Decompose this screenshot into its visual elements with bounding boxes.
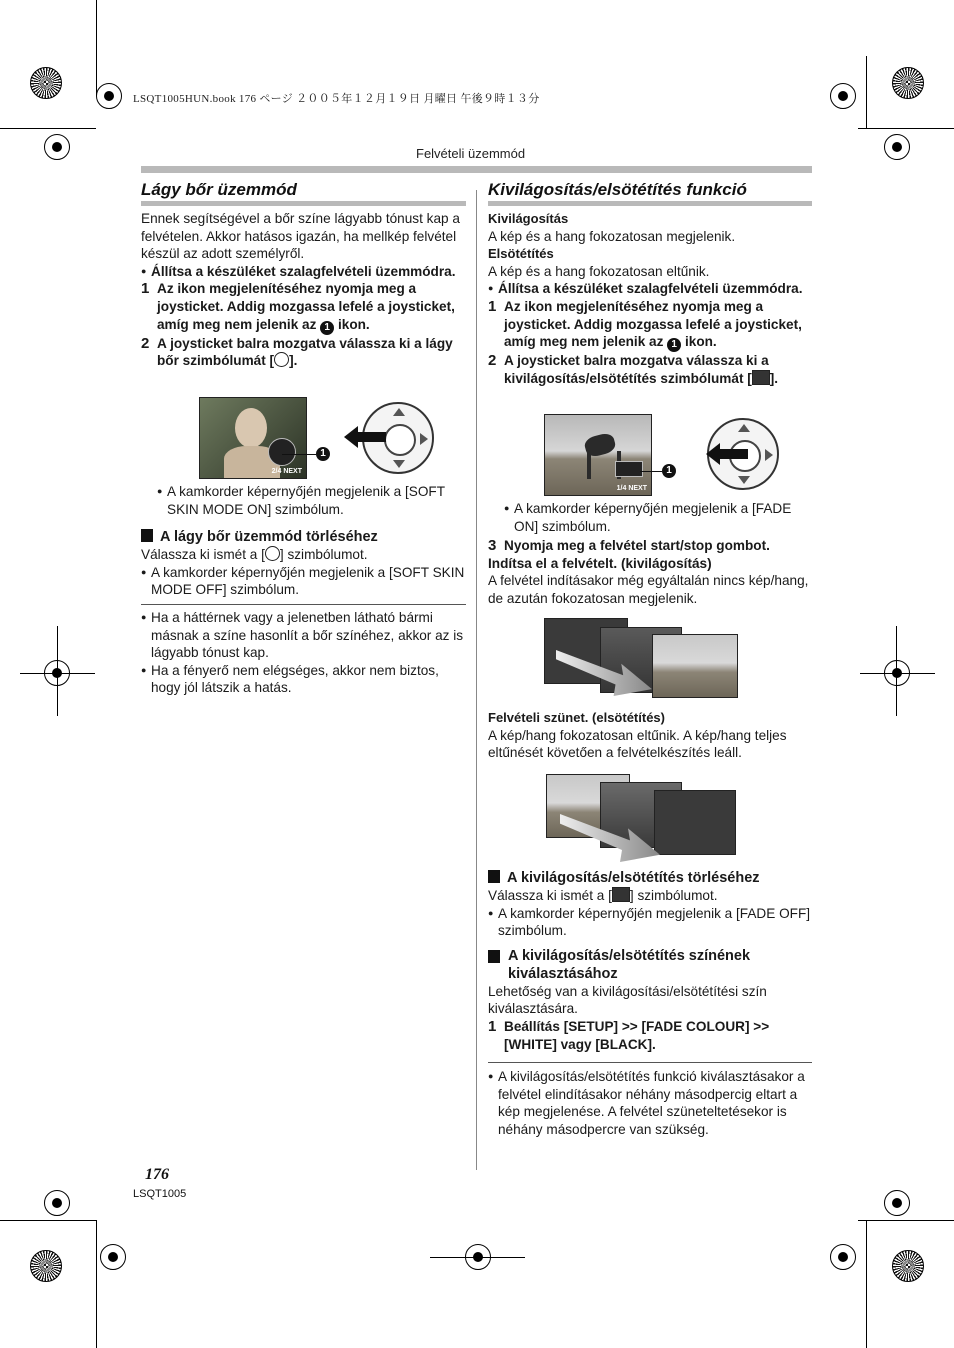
joystick-up-arrow-icon [393, 408, 405, 416]
fade-out-frame-dark [654, 790, 736, 855]
square-bullet-icon [488, 950, 500, 963]
left-tip-1: ● Ha a háttérnek vagy a jelenetben látható bármi másnak a színe hasonlít a bőr színéhez, akkor az is lágyabb tónust kap. [141, 609, 466, 662]
right-step-3-sub: Indítsa el a felvételt. (kivilágosítás) [488, 555, 712, 571]
step-number: 1 [488, 297, 497, 315]
fade-in-label: Kivilágosítás [488, 211, 569, 226]
right-cancel-text: Válassza ki ismét a [ ] szimbólumot. [488, 888, 718, 903]
right-colour-heading: A kivilágosítás/elsötétítés színének kiválasztásához [488, 947, 814, 983]
header-rule [141, 166, 812, 173]
joystick-up-arrow-icon [738, 424, 750, 432]
column-divider [476, 190, 477, 1170]
soft-skin-screen-photo [199, 397, 307, 479]
left-notes-rule [141, 604, 466, 605]
fade-out-label: Elsötétítés [488, 246, 554, 262]
screen-page-label: 2/4 NEXT [271, 468, 302, 475]
left-cancel-bullet: ● A kamkorder képernyőjén megjelenik a [SOFT SKIN MODE OFF] szimbólum. [141, 564, 466, 599]
fade-in-frame-bright [652, 634, 738, 698]
step-number: 3 [488, 537, 497, 555]
registration-mark [830, 1244, 856, 1270]
left-section-title: Lágy bőr üzemmód [141, 180, 297, 199]
right-body [488, 210, 814, 387]
step-number: 2 [141, 334, 150, 352]
registration-mark [830, 83, 856, 109]
square-bullet-icon [488, 870, 500, 883]
push-left-arrowhead-icon [344, 426, 358, 448]
registration-mark [96, 83, 122, 109]
callout-leader [640, 471, 662, 472]
joystick-down-arrow-icon [393, 460, 405, 468]
joystick-right-arrow-icon [420, 433, 428, 445]
right-lower-body [488, 869, 814, 1053]
left-lower-body [141, 483, 466, 599]
pause-text: A kép/hang fokozatosan eltűnik. A kép/hang teljes eltűnését követően a felvételkészítés leáll. [488, 727, 787, 761]
number-one-icon: 1 [320, 321, 334, 335]
callout-1: 1 [662, 464, 676, 478]
joystick-down-arrow-icon [738, 476, 750, 484]
registration-rosette-bottom-right [892, 1250, 924, 1282]
section-header: Felvételi üzemmód [416, 146, 526, 161]
model-code: LSQT1005 [133, 1188, 187, 1200]
right-screen-note: ● A kamkorder képernyőjén megjelenik a [FADE ON] szimbólum. [504, 500, 814, 535]
registration-rosette-top-right [892, 67, 924, 99]
right-colour-text: Lehetőség van a kivilágosítási/elsötétítési szín kiválasztására. [488, 983, 767, 1017]
callout-leader [282, 454, 316, 455]
step-number: 1 [141, 280, 150, 298]
right-pause-block [488, 709, 814, 762]
soft-skin-menu-icon [268, 438, 296, 466]
right-notes [488, 1068, 814, 1138]
right-step-3-text: A felvétel indításakor még egyáltalán nincs kép/hang, de azután fokozatosan megjelenik. [488, 573, 809, 606]
left-body [141, 210, 466, 370]
callout-1: 1 [316, 447, 330, 461]
right-colour-step-1: 1 Beállítás [SETUP] >> [FADE COLOUR] >> [WHITE] vagy [BLACK]. [488, 1017, 770, 1052]
left-cancel-text: Válassza ki ismét a [ ] szimbólumot. [141, 547, 368, 563]
right-section-title: Kivilágosítás/elsötétítés funkció [488, 180, 747, 199]
registration-mark [884, 1190, 910, 1216]
left-tip-2: ● Ha a fényerő nem elégséges, akkor nem biztos, hogy jól látszik a hatás. [141, 662, 466, 697]
fade-in-text: A kép és a hang fokozatosan megjelenik. [488, 228, 736, 244]
fade-out-text: A kép és a hang fokozatosan eltűnik. [488, 263, 710, 279]
right-cancel-heading: A kivilágosítás/elsötétítés törléséhez [488, 869, 814, 887]
registration-rosette-top-left [30, 67, 62, 99]
screen-page-label: 1/4 NEXT [616, 485, 647, 492]
fade-icon [752, 370, 770, 385]
right-bullet-tape-mode: ● Állítsa a készüléket szalagfelvételi üzemmódra. [488, 280, 814, 298]
left-step-2: 2 A joysticket balra mozgatva válassza ki a lágy bőr szimbólumát [ ]. [141, 334, 453, 369]
print-info-line: LSQT1005HUN.book 176 ページ ２００５年１２月１９日 月曜日 午後９時１３分 [133, 93, 540, 105]
joystick-center [384, 424, 416, 456]
left-title-rule [141, 201, 466, 206]
registration-rosette-bottom-left [30, 1250, 62, 1282]
fade-menu-icon [615, 461, 643, 477]
step-number: 2 [488, 352, 497, 370]
left-cancel-heading: A lágy bőr üzemmód törléséhez [141, 528, 466, 546]
soft-skin-icon [274, 352, 289, 367]
registration-mark [100, 1244, 126, 1270]
fade-screen-photo [544, 414, 652, 496]
right-notes-rule [488, 1062, 812, 1063]
page-number: 176 [145, 1166, 169, 1183]
registration-mark [44, 1190, 70, 1216]
soft-skin-icon [265, 546, 280, 561]
square-bullet-icon [141, 529, 153, 542]
right-step-3: 3 Nyomja meg a felvétel start/stop gombot. [488, 537, 770, 555]
push-left-arrow-icon [718, 449, 748, 459]
registration-mark [44, 134, 70, 160]
registration-mark [884, 134, 910, 160]
right-step-2: 2 A joysticket balra mozgatva válassza ki a kivilágosítás/elsötétítés szimbólumát [ ]. [488, 352, 779, 386]
fade-icon [612, 887, 630, 902]
pause-label: Felvételi szünet. (elsötétítés) [488, 710, 665, 725]
right-title-rule [488, 201, 812, 206]
left-step-1: 1 Az ikon megjelenítéséhez nyomja meg a joysticket. Addig mozgassa lefelé a joysticket, amíg meg nem jelenik az 1 ikon. [141, 280, 455, 333]
push-left-arrowhead-icon [706, 443, 720, 465]
left-screen-note: ● A kamkorder képernyőjén megjelenik a [SOFT SKIN MODE ON] szimbólum. [157, 483, 466, 518]
left-intro: Ennek segítségével a bőr színe lágyabb tónust kap a felvételen. Akkor hatásos igazán, ha mellkép felvétel készül az adott személyről. [141, 211, 460, 262]
step-number: 1 [488, 1017, 497, 1035]
number-one-icon: 1 [667, 338, 681, 352]
left-bullet-tape-mode: ● Állítsa a készüléket szalagfelvételi üzemmódra. [141, 263, 466, 281]
woman-face [235, 408, 267, 448]
right-cancel-bullet: ● A kamkorder képernyőjén megjelenik a [FADE OFF] szimbólum. [488, 905, 814, 940]
right-step-1: 1 Az ikon megjelenítéséhez nyomja meg a joysticket. Addig mozgassa lefelé a joysticket, amíg meg nem jelenik az 1 ikon. [488, 297, 802, 351]
push-left-arrow-icon [356, 432, 386, 442]
joystick-right-arrow-icon [765, 449, 773, 461]
right-mid-body [488, 500, 814, 608]
left-notes [141, 609, 466, 697]
right-tip-1: ● A kivilágosítás/elsötétítés funkció kiválasztásakor a felvétel elindításakor néhány másodpercig eltart a kép megjelenése. A felvétel szüneteltetésekor is néhány másodpercre van szükség. [488, 1068, 814, 1138]
